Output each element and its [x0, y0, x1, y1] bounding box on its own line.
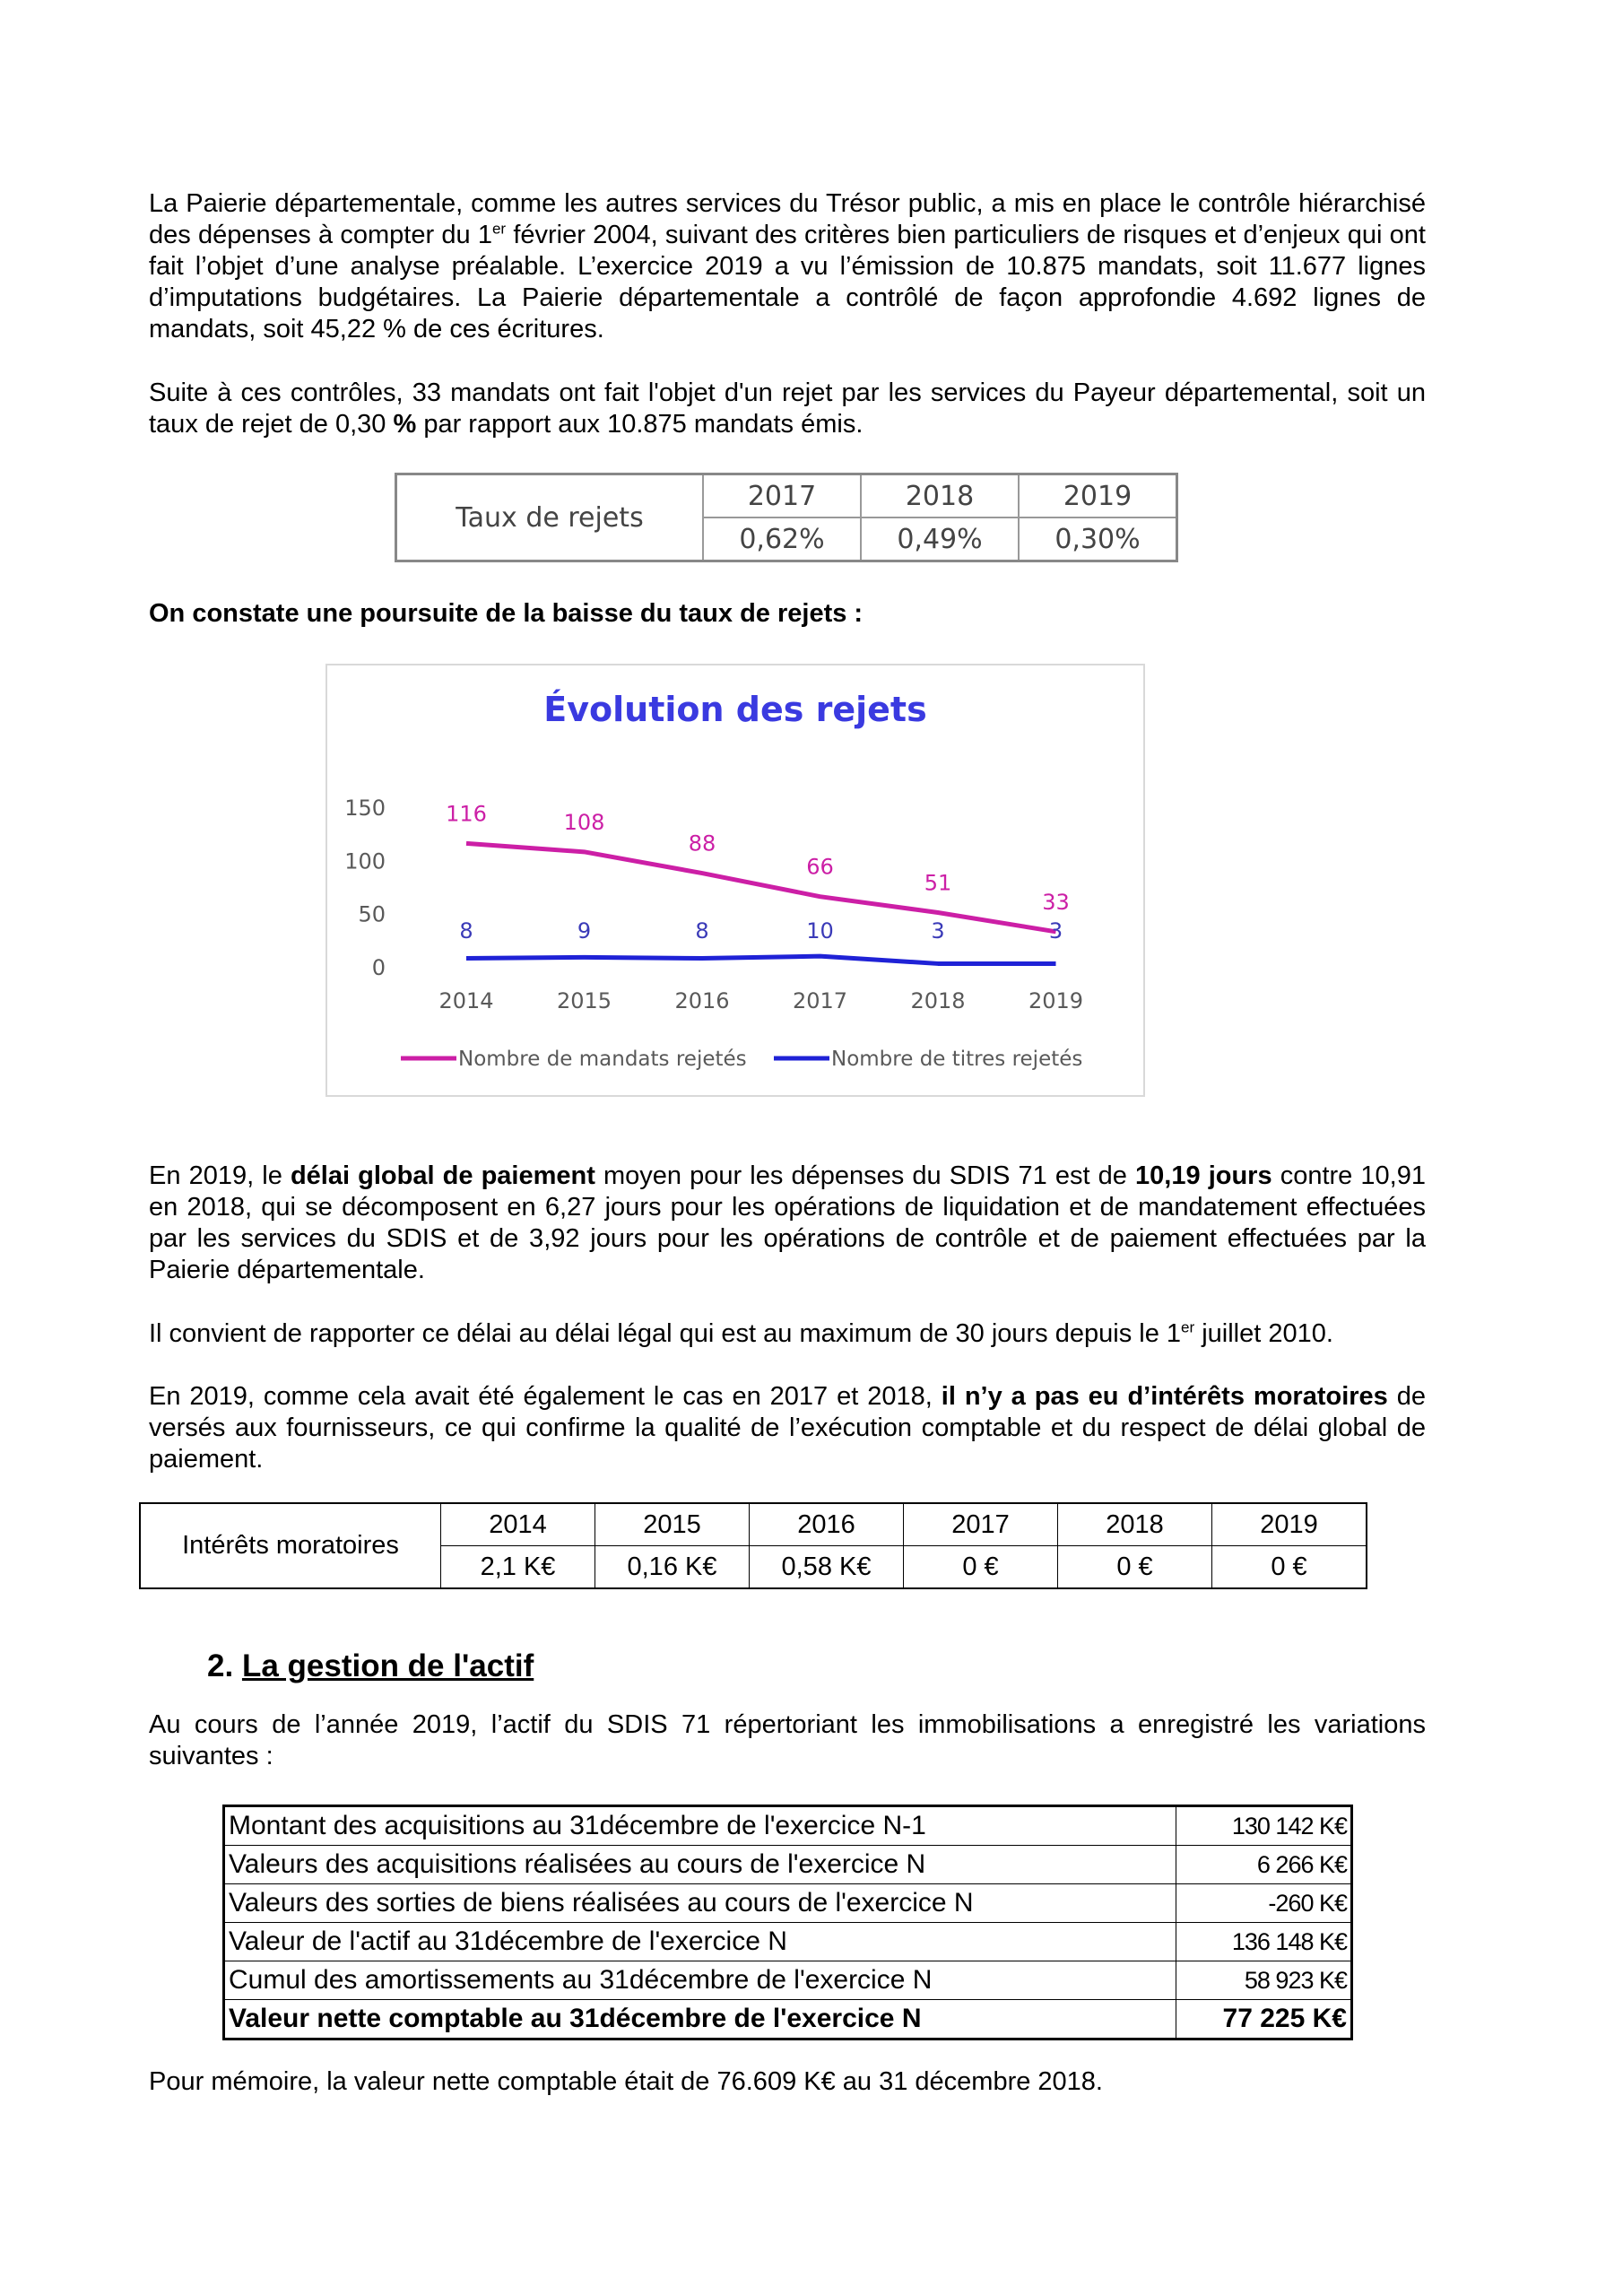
- year-cell: 2015: [595, 1503, 750, 1546]
- value-cell: 0,30%: [1019, 517, 1177, 561]
- value-cell: 0 €: [1058, 1546, 1212, 1589]
- data-label: 9: [577, 918, 592, 944]
- total-value: 77 225 K€: [1176, 2000, 1352, 2039]
- data-label: 3: [931, 918, 945, 944]
- delai-text-a: En 2019, le: [149, 1161, 291, 1190]
- intro-text-a: La Paierie départementale, comme les autres services du Trésor public, a mis en place le contrôle hiérarchisé des dépenses à compter du 1: [149, 189, 1426, 249]
- interets-text-b: de versés aux fournisseurs, ce qui confirme la qualité de l’exécution comptable et du respect de délai global de paiement.: [149, 1382, 1426, 1474]
- table-row: [224, 1884, 1352, 1923]
- row-label: Valeurs des sorties de biens réalisées au cours de l'exercice N: [224, 1884, 1176, 1923]
- row-label: Valeur de l'actif au 31décembre de l'exercice N: [224, 1923, 1176, 1961]
- y-tick-label: 100: [344, 848, 386, 874]
- year-cell: 2018: [861, 474, 1019, 518]
- total-label: Valeur nette comptable au 31décembre de l'exercice N: [224, 2000, 1176, 2039]
- x-tick-label: 2015: [556, 988, 612, 1013]
- value-cell: 0 €: [904, 1546, 1058, 1589]
- row-value: 136 148 K€: [1176, 1923, 1352, 1961]
- row-label: Montant des acquisitions au 31décembre de l'exercice N-1: [224, 1806, 1176, 1846]
- y-tick-label: 150: [344, 796, 386, 821]
- year-cell: 2019: [1019, 474, 1177, 518]
- row-value: 58 923 K€: [1176, 1961, 1352, 2000]
- taux-rejets-table: [395, 473, 1178, 562]
- year-cell: 2017: [904, 1503, 1058, 1546]
- interets-paragraph: [149, 1381, 1426, 1475]
- row-label: Cumul des amortissements au 31décembre de l'exercice N: [224, 1961, 1176, 2000]
- x-tick-label: 2014: [438, 988, 494, 1013]
- row-value: 6 266 K€: [1176, 1846, 1352, 1884]
- data-label: 8: [459, 918, 473, 944]
- value-cell: 0,62%: [703, 517, 861, 561]
- rejets-percent-sign: %: [393, 410, 417, 439]
- delai-text-b: moyen pour les dépenses du SDIS 71 est de: [595, 1161, 1136, 1190]
- data-label: 3: [1048, 918, 1063, 944]
- year-cell: 2017: [703, 474, 861, 518]
- row-value: 130 142 K€: [1176, 1806, 1352, 1846]
- x-tick-label: 2018: [910, 988, 966, 1013]
- actif-table: [222, 1805, 1353, 2040]
- intro-paragraph: [149, 188, 1426, 345]
- value-cell: 0,16 K€: [595, 1546, 750, 1589]
- delai-text-c: contre 10,91 en 2018, qui se décomposent en 6,27 jours pour les opérations de liquidation et de mandatement effectuées par les services du SDIS et de 3,92 jours pour les opérations de contrôle et de paiement effectuées par la Paierie départementale.: [149, 1161, 1426, 1284]
- x-tick-label: 2019: [1028, 988, 1084, 1013]
- superscript: er: [491, 220, 507, 238]
- actif-paragraph: Au cours de l’année 2019, l’actif du SDIS 71 répertoriant les immobilisations a enregistré les variations suivantes :: [149, 1710, 1426, 1770]
- delai-paragraph: [149, 1161, 1426, 1286]
- data-label: 8: [695, 918, 709, 944]
- year-cell: 2016: [750, 1503, 904, 1546]
- value-cell: 0 €: [1212, 1546, 1367, 1589]
- delai-bold-a: délai global de paiement: [290, 1161, 595, 1190]
- rejets-text-b: par rapport aux 10.875 mandats émis.: [416, 410, 864, 439]
- value-cell: 0,58 K€: [750, 1546, 904, 1589]
- value-cell: 0,49%: [861, 517, 1019, 561]
- table-row: [224, 1923, 1352, 1961]
- legend-entry: Nombre de mandats rejetés: [458, 1048, 747, 1071]
- constat-heading: On constate une poursuite de la baisse du taux de rejets :: [149, 599, 864, 628]
- section-heading: [207, 1648, 534, 1684]
- year-cell: 2014: [441, 1503, 595, 1546]
- interets-moratoires-table: [139, 1502, 1367, 1589]
- table-row: [224, 1806, 1352, 1846]
- data-label: 88: [688, 831, 716, 857]
- data-label: 116: [446, 801, 487, 827]
- table-row: [224, 1846, 1352, 1884]
- row-label: Valeurs des acquisitions réalisées au cours de l'exercice N: [224, 1846, 1176, 1884]
- data-label: 66: [806, 854, 834, 880]
- rejets-chart: [325, 664, 1145, 1097]
- legend-entry: Nombre de titres rejetés: [831, 1048, 1083, 1071]
- data-label: 108: [563, 809, 605, 835]
- memoire-paragraph: Pour mémoire, la valeur nette comptable était de 76.609 K€ au 31 décembre 2018.: [149, 2067, 1103, 2096]
- value-cell: 2,1 K€: [441, 1546, 595, 1589]
- data-label: 10: [806, 918, 834, 944]
- delai-legal-text-b: juillet 2010.: [1194, 1319, 1333, 1348]
- intro-text-b: février 2004, suivant des critères bien particuliers de risques et d’enjeux qui ont fait l’objet d’une analyse préalable. L’exercice 2019 a vu l’émission de 10.875 mandats, soit 11.677 lignes d’imputations budgétaires. La Paierie départementale a contrôlé de façon approfondie 4.692 lignes de mandats, soit 45,22 % de ces écritures.: [149, 221, 1426, 344]
- rejets-paragraph: [149, 378, 1426, 440]
- interets-bold: il n’y a pas eu d’intérêts moratoires: [941, 1382, 1388, 1411]
- table-row: [224, 1961, 1352, 2000]
- interets-text-a: En 2019, comme cela avait été également le cas en 2017 et 2018,: [149, 1382, 942, 1411]
- total-row: [224, 2000, 1352, 2039]
- chart-title: Évolution des rejets: [543, 690, 927, 729]
- interets-label: Intérêts moratoires: [140, 1503, 441, 1588]
- taux-rejets-label: Taux de rejets: [396, 474, 704, 561]
- superscript: er: [1181, 1318, 1195, 1336]
- year-cell: 2019: [1212, 1503, 1367, 1546]
- x-tick-label: 2017: [792, 988, 848, 1013]
- series-line-titres: [466, 956, 1056, 963]
- rejets-text-a: Suite à ces contrôles, 33 mandats ont fait l'objet d'un rejet par les services du Payeur départemental, soit un taux de rejet de 0,30: [149, 378, 1426, 439]
- year-cell: 2018: [1058, 1503, 1212, 1546]
- rejets-chart-svg: [327, 665, 1143, 1095]
- delai-legal-text-a: Il convient de rapporter ce délai au délai légal qui est au maximum de 30 jours depuis le 1: [149, 1319, 1182, 1348]
- section-number: 2.: [207, 1648, 234, 1683]
- delai-legal-paragraph: [149, 1318, 1426, 1350]
- x-tick-label: 2016: [674, 988, 730, 1013]
- data-label: 51: [924, 870, 952, 896]
- row-value: -260 K€: [1176, 1884, 1352, 1923]
- y-tick-label: 50: [358, 901, 386, 927]
- section-title: La gestion de l'actif: [241, 1648, 534, 1683]
- data-label: 33: [1042, 889, 1070, 915]
- delai-bold-b: 10,19 jours: [1135, 1161, 1272, 1190]
- y-tick-label: 0: [371, 955, 386, 980]
- series-line-mandats: [466, 843, 1056, 931]
